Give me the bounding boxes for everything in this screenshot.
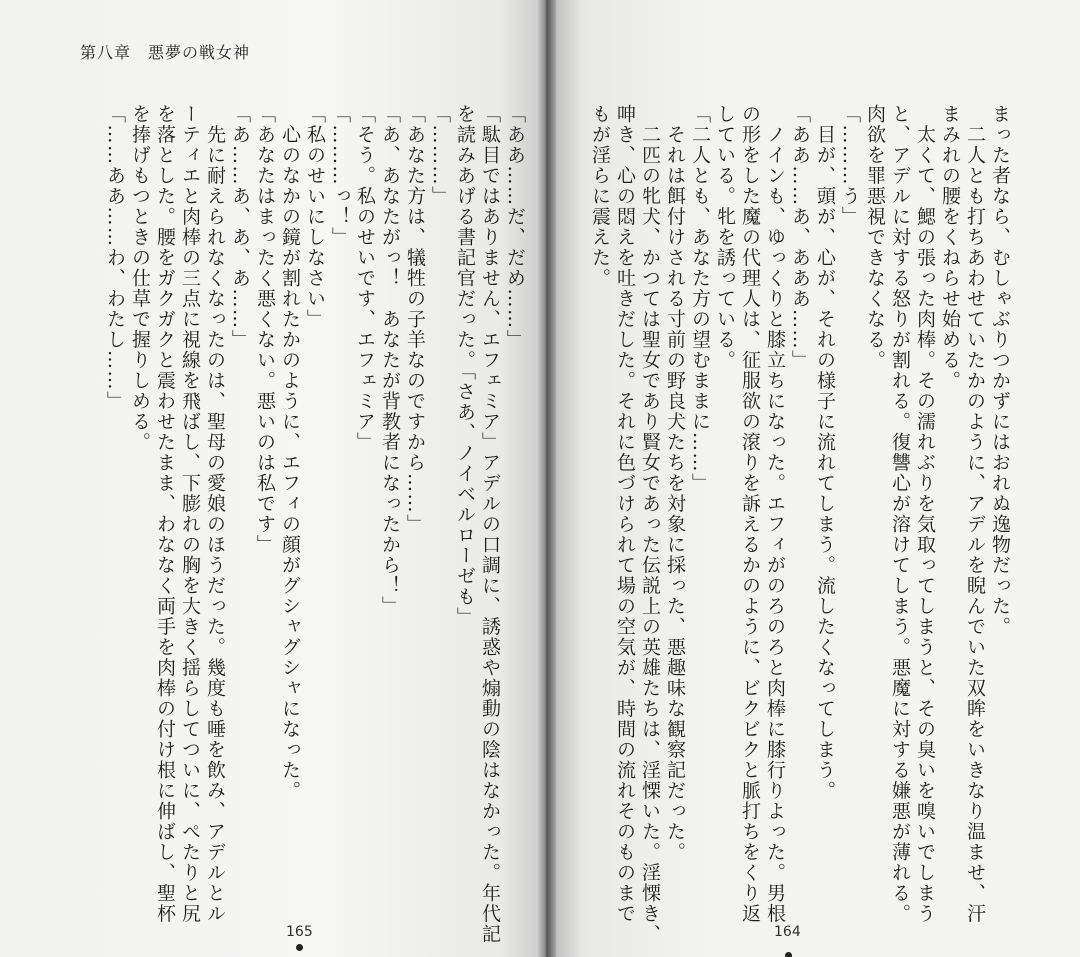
- text-line: 呻き、心の悶えを吐きだした。それに色づけられて場の空気が、時間の流れそのものまで: [614, 104, 636, 924]
- page-number: 165: [286, 924, 313, 940]
- text-line: 「私のせいにしなさい」: [304, 104, 326, 330]
- folio-dot: [785, 952, 792, 957]
- text-line: もが淫らに震えた。: [589, 104, 611, 289]
- text-line: 「……ああ……わ、わたし……」: [104, 104, 126, 412]
- text-line: を落とした。腰をガクガクと震わせたまま、わななく両手を肉棒の付け根に伸ばし、聖杯: [154, 104, 176, 924]
- text-line: 先に耐えられなくなったのは、聖母の愛娘のほうだった。幾度も唾を飲み、アデルとル: [204, 104, 226, 924]
- text-line: 目が、頭が、心が、それの様子に流れてしまう。流したくなってしまう。: [814, 104, 836, 801]
- text-line: 二匹の牝犬、かつては聖女であり賢女であった伝説上の英雄たちは、淫慄いた。淫慄き、: [639, 104, 661, 945]
- text-line: ノインも、ゆっくりと膝立ちになった。エフィがのろのろと肉棒に膝行りよった。男根: [764, 104, 786, 924]
- text-line: の形をした魔の代理人は、征服欲の滾りを訴えるかのように、ビクビクと脈打ちをくり返: [739, 104, 761, 924]
- text-line: を捧げもつときの仕草で握りしめる。: [129, 104, 151, 453]
- text-line: 「そう。私のせいです、エフェミア」: [354, 104, 376, 453]
- text-line: 肉欲を罪悪視できなくなる。: [864, 104, 886, 371]
- text-line: 「ああ……だ、だめ……」: [504, 104, 526, 350]
- book-gutter: [536, 0, 556, 957]
- text-line: 「あ……あ、あ、あ……」: [229, 104, 251, 350]
- right-page: [545, 0, 1080, 957]
- text-line: ーティエと肉棒の三点に視線を飛ばし、下膨れの胸を大きく揺らしてついに、ぺたりと尻: [179, 104, 201, 924]
- text-line: 「ああ……あ、あああ……」: [789, 104, 811, 371]
- text-line: まった者なら、むしゃぶりつかずにはおれぬ逸物だった。: [989, 104, 1011, 637]
- page-number: 164: [774, 924, 801, 940]
- text-line: まみれの腰をくねらせ始める。: [939, 104, 961, 391]
- text-line: している。牝を誘っている。: [714, 104, 736, 371]
- text-line: 太くて、鰓の張った肉棒。その濡れぶりを気取ってしまうと、その臭いを嗅いでしまう: [914, 104, 936, 924]
- text-line: 「あなたはまったく悪くない。悪いのは私です」: [254, 104, 276, 555]
- running-head: 第八章 悪夢の戦女神: [80, 43, 251, 62]
- text-line: 「………う」: [839, 104, 861, 227]
- text-line: 心のなかの鏡が割れたかのように、エフィの顔がグシャグシャになった。: [279, 104, 301, 801]
- text-line: と、アデルに対する怒りが割れる。復讐心が溶けてしまう。悪魔に対する嫌悪が薄れる。: [889, 104, 911, 924]
- text-line: 「あなた方は、犠牲の子羊なのですから……」: [404, 104, 426, 535]
- text-line: それは餌付けされる寸前の野良犬たちを対象に採った、悪趣味な観察記だった。: [664, 104, 686, 863]
- text-line: 「………」: [429, 104, 451, 207]
- text-line: 「………っ！」: [329, 104, 351, 248]
- text-line: 「あ、あなたがっ！ あなたが背教者になったから！」: [379, 104, 401, 617]
- text-line: 「駄目ではありません、エフェミア」アデルの口調に、誘惑や煽動の陰はなかった。年代記: [479, 104, 501, 945]
- text-line: 二人とも打ちあわせていたかのように、アデルを睨んでいた双眸をいきなり温ませ、汗: [964, 104, 986, 924]
- folio-dot: [296, 944, 303, 951]
- text-line: を読みあげる書記官だった。「さあ、ノイベルローゼも」: [454, 104, 476, 628]
- text-line: 「二人とも、あなた方の望むままに……」: [689, 104, 711, 494]
